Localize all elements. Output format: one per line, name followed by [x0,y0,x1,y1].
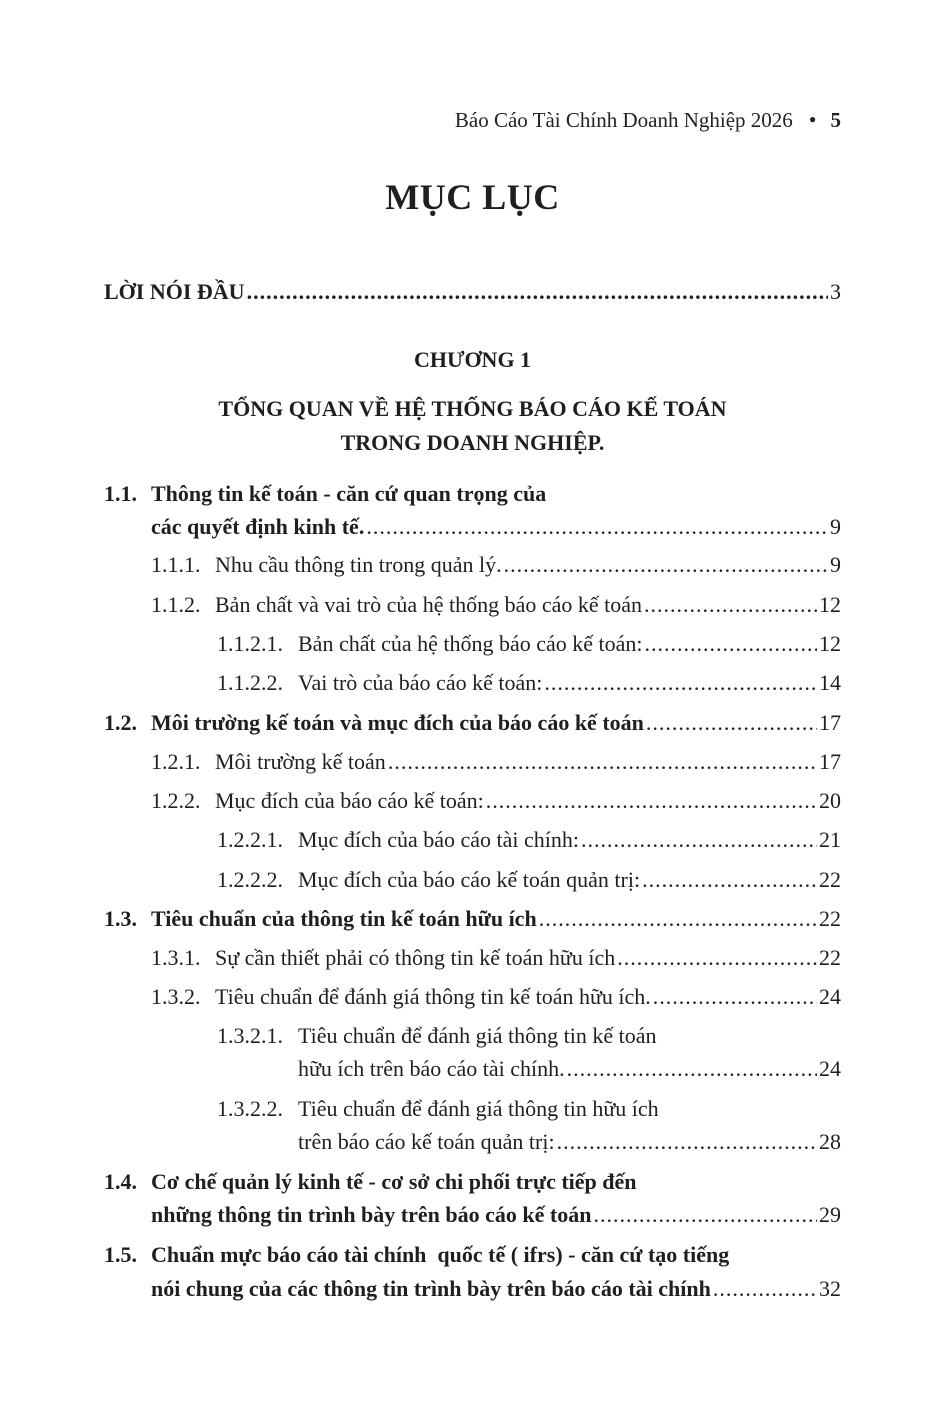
section-title-cont: nói chung của các thông tin trình bày trên báo cáo tài chính [151,1276,711,1301]
section-title: Mục đích của báo cáo kế toán quản trị: [298,867,641,892]
toc-entry-page: 22 [819,945,841,970]
toc-entry-page: 12 [819,631,841,656]
section-number: 1.3.1. [151,945,201,970]
toc-entry-page: 24 [819,1056,841,1081]
leader-dots [366,512,828,542]
section-title: Tiêu chuẩn để đánh giá thông tin kế toán hữu ích. [215,984,651,1009]
leader-dots [713,1274,817,1304]
toc-entry-page: 21 [819,827,841,852]
section-number: 1.5. [104,1242,137,1267]
section-title-cont: hữu ích trên báo cáo tài chính. [298,1056,565,1081]
leader-dots [644,590,817,620]
section-number: 1.3.2.1. [217,1023,283,1048]
section-number: 1.3. [104,906,137,931]
section-title: Mục đích của báo cáo kế toán: [215,788,484,813]
section-title-cont: trên báo cáo kế toán quản trị: [298,1129,555,1154]
toc-entry-1-5-line1[interactable] [104,1240,729,1270]
toc-entry-1-3-1[interactable] [151,943,841,973]
section-title: Môi trường kế toán và mục đích của báo cáo kế toán [151,710,644,735]
toc-entry-1-1[interactable] [151,512,841,542]
section-number: 1.1.2.1. [217,631,283,656]
section-title: Tiêu chuẩn để đánh giá thông tin hữu ích [298,1096,659,1121]
leader-dots [653,982,817,1012]
leader-dots [646,708,817,738]
section-number: 1.2.2. [151,788,201,813]
toc-entry-1-3-2-2[interactable] [298,1127,841,1157]
section-title: Chuẩn mực báo cáo tài chính quốc tế ( ifrs) - căn cứ tạo tiếng [151,1242,730,1267]
toc-entry-page: 17 [819,749,841,774]
leader-dots [247,277,828,307]
toc-entry-page: 17 [819,710,841,735]
section-number: 1.4. [104,1169,137,1194]
leader-dots [557,1127,817,1157]
leader-dots [504,550,828,580]
book-title: Báo Cáo Tài Chính Doanh Nghiệp 2026 [454,108,793,132]
toc-entry-1-2[interactable] [104,708,841,738]
leader-dots [567,1054,817,1084]
toc-entry-1-4[interactable] [151,1200,841,1230]
section-number: 1.1.2.2. [217,670,283,695]
toc-entry-1-4-line1[interactable] [104,1167,637,1197]
toc-entry-page: 3 [830,279,841,304]
section-number: 1.3.2. [151,984,201,1009]
toc-entry-page: 12 [819,592,841,617]
toc-entry-1-2-2[interactable] [151,786,841,816]
toc-entry-1-3-2[interactable] [151,982,841,1012]
page-title: MỤC LỤC [385,177,560,217]
leader-dots [581,825,817,855]
page-number: 5 [830,108,841,132]
toc-entry-1-3-2-1[interactable] [298,1054,841,1084]
section-number: 1.1. [104,481,137,506]
bullet-separator: • [808,107,817,132]
toc-entry-1-1-2-1[interactable] [217,629,841,659]
section-number: 1.2.1. [151,749,201,774]
toc-entry-1-3[interactable] [104,904,841,934]
toc-entry-1-1-1[interactable] [151,550,841,580]
toc-entry-page: 22 [819,867,841,892]
section-title: Bản chất của hệ thống báo cáo kế toán: [298,631,643,656]
toc-entry-1-1-2-2[interactable] [217,668,841,698]
toc-entry-page: 9 [830,552,841,577]
leader-dots [642,865,817,895]
leader-dots [593,1200,817,1230]
toc-entry-page: 32 [819,1276,841,1301]
leader-dots [539,904,817,934]
section-title: Nhu cầu thông tin trong quản lý. [215,552,502,577]
section-number: 1.2.2.2. [217,867,283,892]
toc-entry-page: 14 [819,670,841,695]
toc-entry-page: 9 [830,514,841,539]
section-title: Vai trò của báo cáo kế toán: [298,670,543,695]
toc-entry-preface[interactable] [104,277,841,307]
chapter-title-line2: TRONG DOANH NGHIỆP. [340,430,605,455]
section-title: Tiêu chuẩn của thông tin kế toán hữu ích [151,906,537,931]
toc-entry-page: 20 [819,788,841,813]
toc-entry-1-1-2[interactable] [151,590,841,620]
section-number: 1.1.2. [151,592,201,617]
toc-entry-page: 24 [819,984,841,1009]
leader-dots [645,629,817,659]
section-title: Cơ chế quản lý kinh tế - cơ sở chi phối trực tiếp đến [151,1169,637,1194]
toc-entry-1-1-line1[interactable] [104,479,546,509]
toc-entry-page: 28 [819,1129,841,1154]
toc-entry-1-5[interactable] [151,1274,841,1304]
section-title-cont: các quyết định kinh tế. [151,514,365,539]
running-header [455,107,841,133]
section-number: 1.2.2.1. [217,827,283,852]
section-title: Môi trường kế toán [215,749,386,774]
toc-entry-label: LỜI NÓI ĐẦU [104,279,245,304]
toc-entry-1-2-2-1[interactable] [217,825,841,855]
leader-dots [617,943,817,973]
toc-entry-1-2-2-2[interactable] [217,865,841,895]
section-title: Bản chất và vai trò của hệ thống báo cáo kế toán [215,592,643,617]
toc-entry-page: 22 [819,906,841,931]
chapter-label: CHƯƠNG 1 [413,347,532,372]
toc-entry-page: 29 [819,1202,841,1227]
section-title: Tiêu chuẩn để đánh giá thông tin kế toán [298,1023,657,1048]
section-number: 1.1.1. [151,552,201,577]
section-title: Sự cần thiết phải có thông tin kế toán hữu ích [215,945,616,970]
section-title: Mục đích của báo cáo tài chính: [298,827,580,852]
toc-entry-1-3-2-1-line1[interactable] [217,1021,656,1051]
section-title-cont: những thông tin trình bày trên báo cáo kế toán [151,1202,592,1227]
section-number: 1.2. [104,710,137,735]
chapter-title-line1: TỔNG QUAN VỀ HỆ THỐNG BÁO CÁO KẾ TOÁN [218,396,727,421]
leader-dots [486,786,817,816]
leader-dots [388,747,817,777]
section-number: 1.3.2.2. [217,1096,283,1121]
leader-dots [544,668,817,698]
section-title: Thông tin kế toán - căn cứ quan trọng của [151,481,547,506]
toc-entry-1-2-1[interactable] [151,747,841,777]
toc-entry-1-3-2-2-line1[interactable] [217,1094,659,1124]
